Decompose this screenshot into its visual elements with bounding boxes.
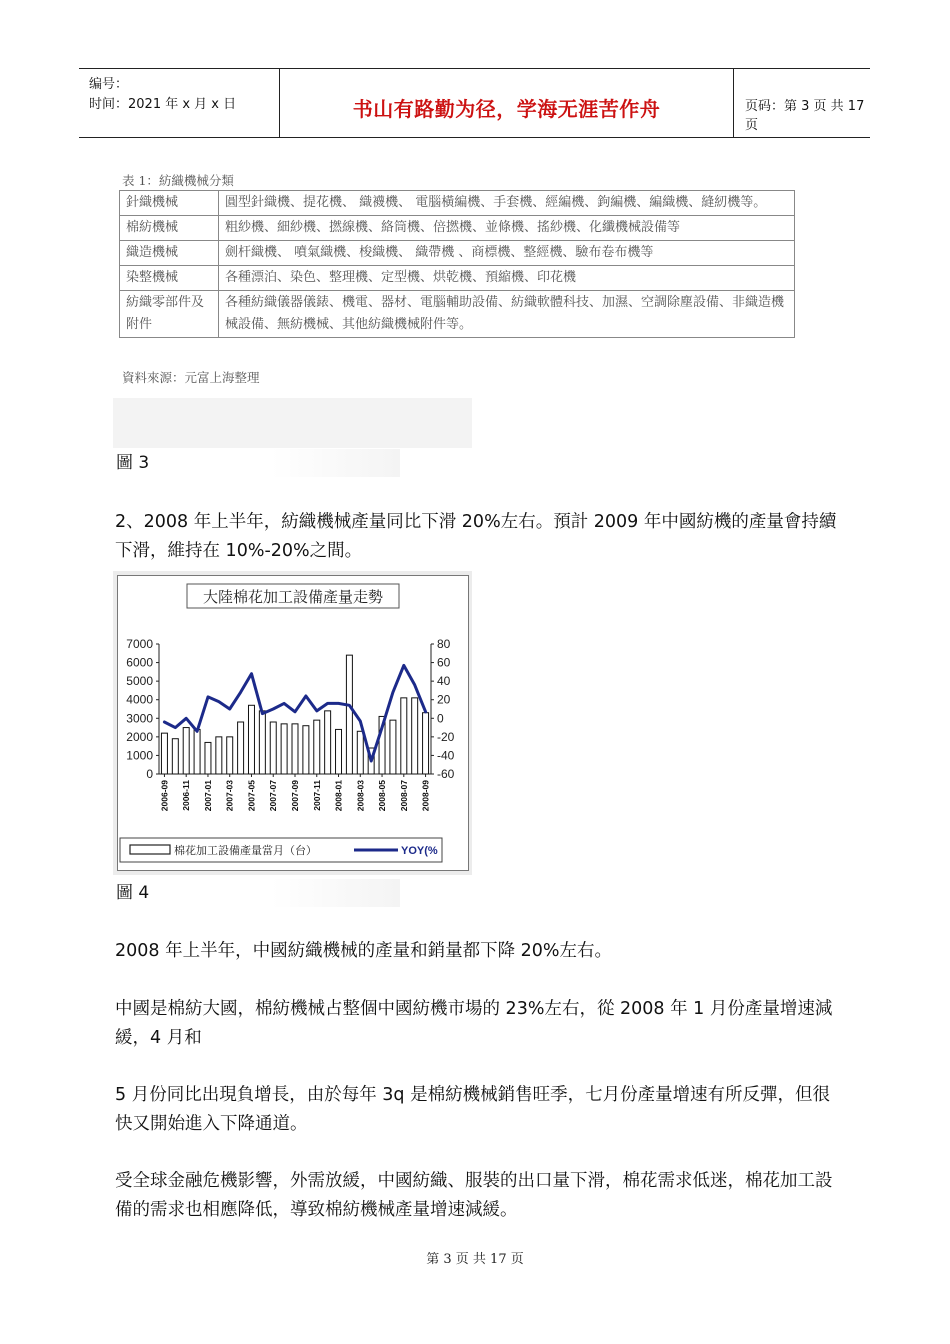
figure-4-label: 圖 4 bbox=[113, 879, 400, 907]
right-tick-label: -20 bbox=[437, 729, 455, 744]
right-tick-label: 60 bbox=[437, 655, 451, 670]
header-motto: 书山有路勤为径，学海无涯苦作舟 bbox=[352, 97, 661, 121]
x-tick-label: 2008-09 bbox=[420, 780, 431, 812]
page-header bbox=[79, 68, 870, 138]
legend-bar-label: 棉花加工設備產量當月（台） bbox=[174, 845, 317, 857]
left-tick-label: 6000 bbox=[126, 655, 153, 670]
figure-3-label: 圖 3 bbox=[113, 449, 400, 477]
x-tick-label: 2008-07 bbox=[398, 780, 409, 812]
bar-2007-05 bbox=[248, 705, 254, 774]
table-cell-items: 各種紡織儀器儀錶、機電、器材、電腦輔助設備、紡織軟體科技、加濕、空調除塵設備、非織造機械設備、無紡機械、其他紡織機械附件等。 bbox=[219, 291, 795, 338]
bar-2008-06 bbox=[390, 720, 396, 774]
table-cell-category: 染整機械 bbox=[120, 266, 219, 291]
x-tick-label: 2006-11 bbox=[181, 780, 192, 811]
bar-2007-11 bbox=[314, 720, 320, 774]
left-tick-label: 3000 bbox=[126, 711, 153, 726]
x-tick-label: 2007-07 bbox=[268, 780, 279, 812]
bar-2007-08 bbox=[281, 724, 287, 774]
bar-2007-06 bbox=[259, 711, 265, 774]
classification-table bbox=[119, 190, 795, 338]
bar-2007-02 bbox=[216, 737, 222, 774]
paragraph-financial-crisis: 受全球金融危機影響，外需放緩，中國紡織、服裝的出口量下滑，棉花需求低迷，棉花加工設備的需求也相應降低，導致棉紡機械產量增速減緩。 bbox=[115, 1171, 833, 1220]
x-tick-label: 2007-11 bbox=[311, 780, 322, 811]
header-number-label: 编号： bbox=[89, 77, 129, 92]
left-tick-label: 0 bbox=[146, 767, 153, 781]
header-time-label: 时间：2021 年 x 月 x 日 bbox=[89, 97, 237, 112]
bar-2007-03 bbox=[227, 737, 233, 774]
table-row bbox=[120, 241, 795, 266]
table-cell-items: 劍杆織機、 噴氣織機、梭織機、 織帶機 、商標機、整經機、驗布卷布機等 bbox=[219, 241, 795, 266]
bar-2008-08 bbox=[412, 698, 418, 774]
left-tick-label: 7000 bbox=[126, 637, 153, 651]
chart-x-ticks bbox=[159, 774, 430, 811]
header-page-cell bbox=[733, 69, 870, 137]
table-row bbox=[120, 191, 795, 216]
left-tick-label: 1000 bbox=[126, 748, 153, 763]
paragraph-production-decline: 2、2008 年上半年，紡織機械產量同比下滑 20%左右。預計 2009 年中國紡機的產量會持續下滑，維持在 10%-20%之間。 bbox=[115, 512, 837, 561]
bar-2007-04 bbox=[238, 722, 244, 774]
chart-title-group bbox=[187, 584, 399, 608]
left-tick-label: 5000 bbox=[126, 674, 153, 689]
right-tick-label: 0 bbox=[437, 711, 444, 726]
x-tick-label: 2006-09 bbox=[159, 780, 170, 812]
table-row bbox=[120, 266, 795, 291]
chart-frame bbox=[117, 575, 469, 871]
header-motto-cell bbox=[279, 69, 734, 137]
x-tick-label: 2008-05 bbox=[377, 780, 388, 812]
bar-2006-11 bbox=[183, 728, 189, 774]
table-source-note: 資料來源：元富上海整理 bbox=[122, 370, 260, 385]
bar-2008-02 bbox=[346, 655, 352, 774]
right-tick-label: -60 bbox=[437, 767, 455, 781]
bar-2007-12 bbox=[325, 711, 331, 774]
paragraph-seasonal-trend: 5 月份同比出現負增長，由於每年 3q 是棉紡機械銷售旺季，七月份產量增速有所反彈，但很快又開始進入下降通道。 bbox=[115, 1085, 831, 1134]
table-cell-items: 粗紗機、細紗機、撚線機、絡筒機、倍撚機、並條機、搖紗機、化纖機械設備等 bbox=[219, 216, 795, 241]
x-tick-label: 2008-01 bbox=[333, 780, 344, 812]
right-tick-label: -40 bbox=[437, 748, 455, 763]
bar-2006-12 bbox=[194, 729, 200, 774]
table-row bbox=[120, 216, 795, 241]
left-tick-label: 2000 bbox=[126, 729, 153, 744]
bar-2008-01 bbox=[336, 729, 342, 774]
bar-2006-09 bbox=[161, 733, 167, 774]
classification-table-figure bbox=[115, 165, 795, 395]
left-tick-label: 4000 bbox=[126, 692, 153, 707]
legend-line-label: YOY(% bbox=[401, 845, 438, 857]
table-cell-items: 圓型針織機、提花機、 織襪機、 電腦橫編機、手套機、經編機、鉤編機、編織機、縫紉機等。 bbox=[219, 191, 795, 216]
table-cell-category: 針織機械 bbox=[120, 191, 219, 216]
figure-placeholder-block bbox=[113, 398, 472, 448]
table-cell-category: 紡織零部件及附件 bbox=[120, 291, 219, 338]
cotton-equipment-chart bbox=[118, 576, 468, 870]
bar-2007-07 bbox=[270, 722, 276, 774]
cotton-equipment-chart-figure bbox=[113, 571, 472, 875]
table-row bbox=[120, 291, 795, 338]
x-tick-label: 2007-05 bbox=[246, 780, 257, 812]
table-cell-items: 各種漂泊、染色、整理機、定型機、烘乾機、預縮機、印花機 bbox=[219, 266, 795, 291]
table-caption: 表 1：紡織機械分類 bbox=[122, 173, 234, 188]
legend-bar-swatch bbox=[130, 845, 170, 854]
x-tick-label: 2007-09 bbox=[290, 780, 300, 812]
bar-2008-09 bbox=[423, 713, 429, 774]
page-footer: 第 3 页 共 17 页 bbox=[426, 1252, 524, 1267]
bar-2006-10 bbox=[172, 739, 178, 774]
right-tick-label: 20 bbox=[437, 692, 451, 707]
table-cell-category: 織造機械 bbox=[120, 241, 219, 266]
bar-2008-07 bbox=[401, 698, 407, 774]
paragraph-production-sales: 2008 年上半年，中國紡織機械的產量和銷量都下降 20%左右。 bbox=[115, 941, 613, 961]
bar-2007-10 bbox=[303, 726, 309, 774]
x-tick-label: 2007-03 bbox=[224, 780, 235, 812]
chart-title: 大陸棉花加工設備產量走勢 bbox=[202, 589, 384, 606]
chart-legend bbox=[120, 838, 442, 862]
bar-2008-03 bbox=[357, 731, 363, 774]
bar-2007-09 bbox=[292, 724, 298, 774]
paragraph-cotton-market: 中國是棉紡大國，棉紡機械占整個中國紡機市場的 23%左右，從 2008 年 1 月份產量增速減緩，4 月和 bbox=[115, 999, 833, 1048]
table-cell-category: 棉紡機械 bbox=[120, 216, 219, 241]
header-left-cell bbox=[79, 69, 279, 137]
bar-2007-01 bbox=[205, 742, 211, 774]
right-tick-label: 80 bbox=[437, 637, 451, 651]
right-tick-label: 40 bbox=[437, 674, 451, 689]
x-tick-label: 2007-01 bbox=[202, 780, 213, 812]
header-page-label: 页码：第 3 页 共 17 页 bbox=[745, 99, 865, 133]
x-tick-label: 2008-03 bbox=[355, 780, 366, 812]
